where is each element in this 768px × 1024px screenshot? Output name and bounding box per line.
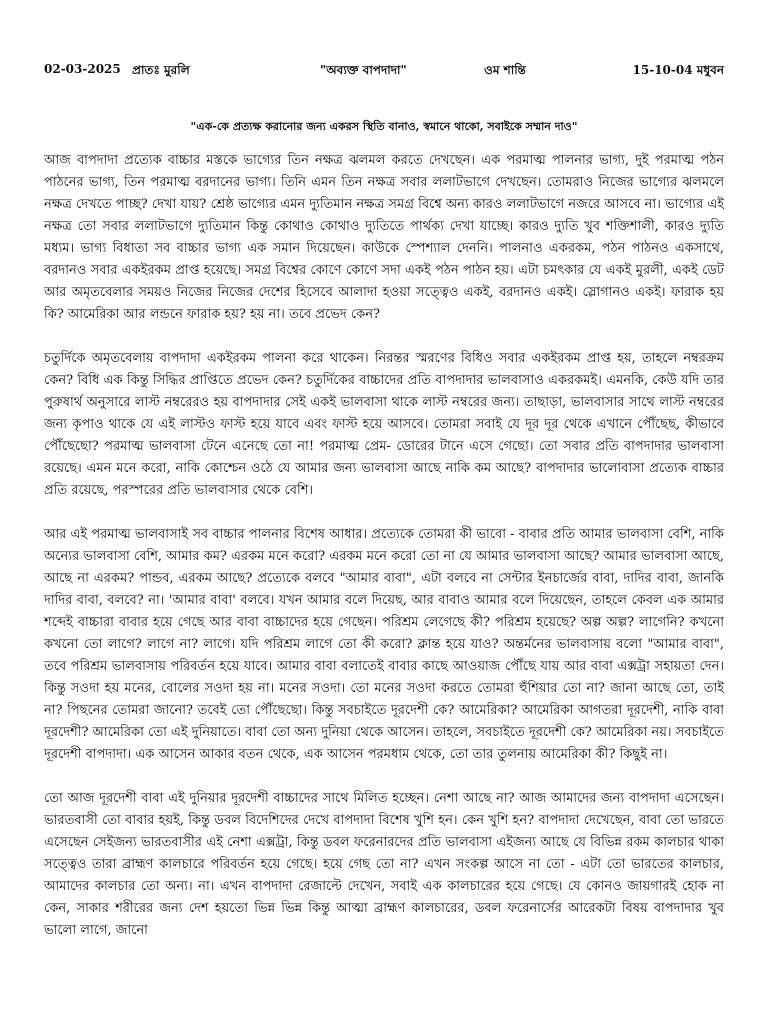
paragraph: চতুর্দিকে অমৃতবেলায় বাপদাদা একইরকম পালনা করে থাকেন। নিরন্তর স্মরণের বিধিও সবার একইরকম প্রাপ্ত হয়, তাহলে নম্বরক্রম কেন? বিধি এক কিন্তু সিদ্ধির প্রাপ্তিতে প্রভেদ কেন? চতুর্দিকের বাচ্চাদের প্রতি বাপদাদার ভালবাসাও একরকমই। এমনকি, কেউ যদি তার পুরুষার্থ অনুসারে লাস্ট নম্বরেরও হয় বাপদাদার সেই একই ভালবাসা থাকে লাস্ট নম্বরের জন্য। তাছাড়া, ভালবাসার সাথে লাস্ট নম্বরের জন্য কৃপাও থাকে যে এই লাস্টও ফাস্ট হয়ে যাবে এবং ফাস্ট হয়ে আসবে। তোমরা সবাই যে দূর দূর থেকে এখানে পৌঁছেছ, কীভাবে পৌঁছেছো? পরমাত্ম ভালবাসা টেনে এনেছে তো না! পরমাত্ম প্রেম- ডোরের টানে এসে গেছো। তো সবার প্রতি বাপদাদার ভালবাসা রয়েছে। এমন মনে করো, নাকি কোশ্চেন ওঠে যে আমার জন্য ভালবাসা আছে নাকি কম আছে? বাপদাদার ভালোবাসা প্রত্যেক বাচ্চার প্রতি রয়েছে, পরস্পরের প্রতি ভালবাসার থেকে বেশি।: [44, 351, 724, 498]
document-body: [44, 150, 724, 964]
header-original-date-place: 15-10-04 মধুবন: [632, 63, 724, 77]
murli-header: [44, 62, 724, 82]
header-om-shanti: ওম শান্তি: [484, 63, 526, 77]
slogan: "এক-কে প্রত্যক্ষ করানোর জন্য একরস স্থিতি বানাও, স্বমানে থাকো, সবাইকে সম্মান দাও": [190, 120, 578, 133]
paragraph: তো আজ দূরদেশী বাবা এই দুনিয়ার দূরদেশী বাচ্চাদের সাথে মিলিত হচ্ছেন। নেশা আছে না? আজ আমাদের জন্য বাপদাদা এসেছেন। ভারতবাসী তো বাবার হয়ই, কিন্তু ডবল বিদেশিদের দেখে বাপদাদা বিশেষ খুশি হন। কেন খুশি হন? বাপদাদা দেখেছেন, বাবা তো ভারতে এসেছেন সেইজন্য ভারতবাসীর এই নেশা এক্সট্রা, কিন্তু ডবল ফরেনারদের প্রতি ভালবাসা এইজন্য আছে যে বিভিন্ন রকম কালচার থাকা সত্ত্বেও তারা ব্রাহ্মণ কালচারে পরিবর্তন হয়ে গেছে। হয়ে গেছ তো না? এখন সংকল্প আসে না তো - এটা তো ভারতের কালচার, আমাদের কালচার তো অন্য। না। এখন বাপদাদা রেজাল্টে দেখেন, সবাই এক কালচারের হয়ে গেছে। যে কোনও জায়গারই হোক না কেন, সাকার শরীরের জন্য দেশ হয়তো ভিন্ন ভিন্ন কিন্তু আত্মা ব্রাহ্মণ কালচারের, ডবল ফরেনার্সের আরেকটা বিষয় বাপদাদার খুব ভালো লাগে, জানো: [44, 791, 724, 938]
header-murli-title: প্রাতঃ মুরলি: [132, 63, 190, 77]
header-date: 02-03-2025: [44, 62, 121, 76]
paragraph: আর এই পরমাত্ম ভালবাসাই সব বাচ্চার পালনার বিশেষ আধার। প্রত্যেকে তোমরা কী ভাবো - বাবার প্রতি আমার ভালবাসা বেশি, নাকি অন্যের ভালবাসা বেশি, আমার কম? এরকম মনে করো? এরকম মনে করো তো না যে আমার ভালবাসা আছে? আমার ভালবাসা আছে, আছে না এরকম? পান্ডব, এরকম আছে? প্রত্যেকে বলবে "আমার বাবা", এটা বলবে না সেন্টার ইনচার্জের বাবা, দাদির বাবা, জানকি দাদির বাবা, বলবে? না। 'আমার বাবা' বলবে। যখন আমার বলে দিয়েছ, আর বাবাও আমার বলে দিয়েছেন, তাহলে কেবল এক আমার শব্দেই বাচ্চারা বাবার হয়ে গেছে আর বাবা বাচ্চাদের হয়ে গেছেন। পরিশ্রম লেগেছে কী? পরিশ্রম হয়েছে? অল্প অল্প? লাগেনি? কখনো কখনো তো লাগে? লাগে না? লাগে। যদি পরিশ্রম লাগে তো কী করো? ক্লান্ত হয়ে যাও? অন্তর্মনের ভালবাসায় বলো "আমার বাবা", তবে পরিশ্রম ভালবাসায় পরিবর্তন হয়ে যাবে। আমার বাবা বলাতেই বাবার কাছে আওয়াজ পৌঁছে যায় আর বাবা এক্সট্রা সহায়তা দেন। কিন্তু সওদা হয় মনের, বোলের সওদা হয় না। মনের সওদা। তো মনের সওদা করতে তোমরা হুঁশিয়ার তো না? জানা আছে তো, তাই না? পিছনের তোমরা জানো? তবেই তো পৌঁছেছো। কিন্তু সবচাইতে দূরদেশী কে? আমেরিকা? আমেরিকা আগতরা দূরদেশী, নাকি বাবা দূরদেশী? আমেরিকা তো এই দুনিয়াতে। বাবা তো অন্য দুনিয়া থেকে আসেন। তাহলে, সবচাইতে দূরদেশী কে? আমেরিকা নয়। সবচাইতে দূরদেশী বাপদাদা। এক আসেন আকার বতন থেকে, এক আসেন পরমধাম থেকে, তো তার তুলনায় আমেরিকা কী? কিছুই না।: [44, 527, 724, 762]
paragraph: আজ বাপদাদা প্রত্যেক বাচ্চার মস্তকে ভাগ্যের তিন নক্ষত্র ঝলমল করতে দেখছেন। এক পরমাত্ম পালনার ভাগ্য, দুই পরমাত্ম পঠন পাঠনের ভাগ্য, তিন পরমাত্ম বরদানের ভাগ্য। তিনি এমন তিন নক্ষত্র সবার ললাটভাগে দেখছেন। তোমরাও নিজের ভাগ্যের ঝলমলে নক্ষত্র দেখতে পাচ্ছ? দেখা যায়? শ্রেষ্ঠ ভাগ্যের এমন দ্যুতিমান নক্ষত্র সমগ্র বিশ্বে অন্য কারও ললাটভাগে নজরে আসবে না। ভাগ্যের এই নক্ষত্র তো সবার ললাটভাগে দ্যুতিমান কিন্তু কোথাও কোথাও দ্যুতিতে পার্থক্য দেখা যাচ্ছে। কারও দ্যুতি খুব শক্তিশালী, কারও দ্যুতি মধ্যম। ভাগ্য বিধাতা সব বাচ্চার ভাগ্য এক সমান দিয়েছেন। কাউকে স্পেশ্যাল দেননি। পালনাও একরকম, পঠন পাঠনও একসাথে, বরদানও সবার একইরকম প্রাপ্ত হয়েছে। সমগ্র বিশ্বের কোণে কোণে সদা একই পঠন পাঠন হয়। এটা চমৎকার যে একই মুরলী, একই ডেট আর অমৃতবেলার সময়ও নিজের নিজের দেশের হিসেবে আলাদা হওয়া সত্ত্বেও একই, বরদানও একই। স্লোগানও একই। ফারাক হয় কি? আমেরিকা আর লন্ডনে ফারাক হয়? হয় না। তবে প্রভেদ কেন?: [44, 153, 724, 322]
header-speaker: "অব্যক্ত বাপদাদা": [320, 63, 407, 77]
